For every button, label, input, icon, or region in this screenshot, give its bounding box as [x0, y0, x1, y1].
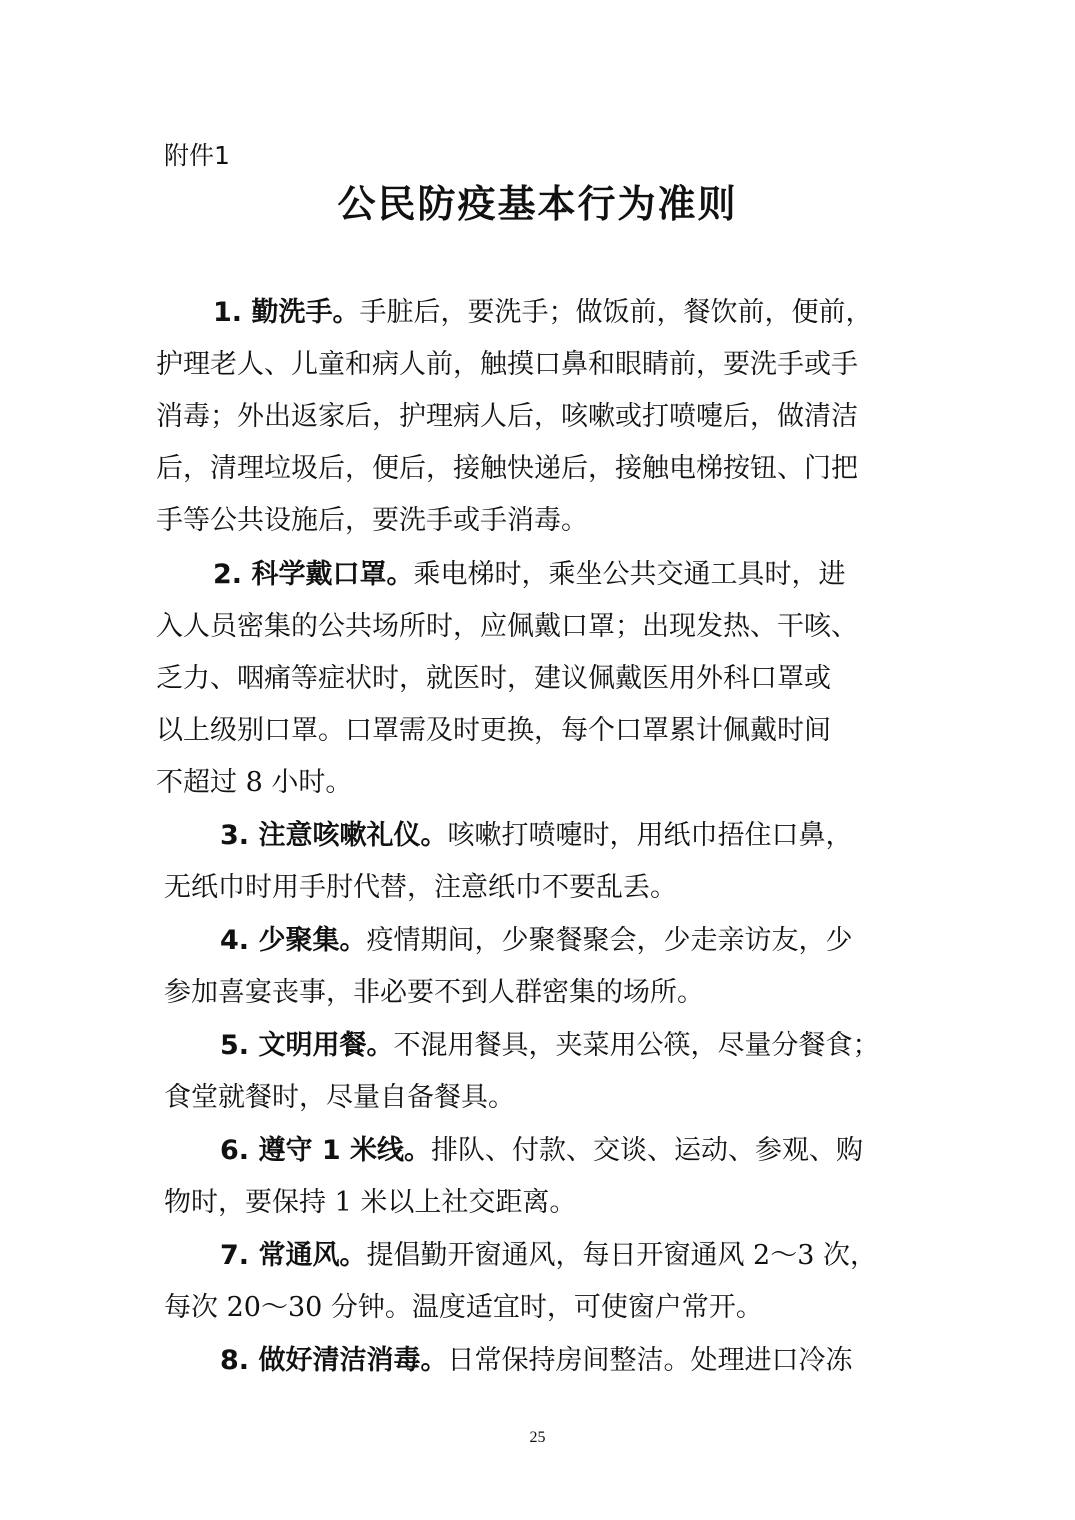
rule-text: 乘电梯时，乘坐公共交通工具时，进: [413, 559, 846, 590]
document-title: 公民防疫基本行为准则: [337, 182, 738, 226]
page-number: 25: [529, 1429, 546, 1446]
rule-heading: 4. 少聚集。: [220, 925, 367, 956]
rule-text: 排队、付款、交谈、运动、参观、购: [431, 1135, 864, 1166]
rule-text: 日常保持房间整洁。处理进口冷冻: [447, 1345, 853, 1376]
rule-heading: 8. 做好清洁消毒。: [220, 1345, 448, 1376]
paragraph-line: [220, 818, 852, 854]
paragraph-line: 后，清理垃圾后，便后，接触快递后，接触电梯按钮、门把: [156, 453, 858, 484]
rule-heading: 2. 科学戴口罩。: [213, 559, 414, 590]
paragraph-line: 乏力、咽痛等症状时，就医时，建议佩戴医用外科口罩或: [156, 663, 831, 694]
paragraph-line: 食堂就餐时，尽量自备餐具。: [164, 1082, 515, 1113]
rule-text: 咳嗽打喷嚏时，用纸巾捂住口鼻，: [447, 820, 853, 851]
paragraph-line: 每次 20～30 分钟。温度适宜时，可使窗户常开。: [164, 1292, 763, 1323]
paragraph-line: 护理老人、儿童和病人前，触摸口鼻和眼睛前，要洗手或手: [156, 349, 858, 380]
paragraph-line: [220, 923, 852, 959]
rule-heading: 1. 勤洗手。: [213, 297, 360, 328]
paragraph-line: 以上级别口罩。口罩需及时更换，每个口罩累计佩戴时间: [156, 715, 831, 746]
paragraph-line: 手等公共设施后，要洗手或手消毒。: [156, 505, 588, 536]
paragraph-line: 消毒；外出返家后，护理病人后，咳嗽或打喷嚏后，做清洁: [156, 401, 858, 432]
rule-heading: 3. 注意咳嗽礼仪。: [220, 820, 448, 851]
rule-text: 疫情期间，少聚餐聚会，少走亲访友，少: [366, 925, 853, 956]
paragraph-line: [220, 1238, 877, 1274]
rule-text: 手脏后，要洗手；做饭前，餐饮前，便前，: [359, 297, 873, 328]
rule-text: 提倡勤开窗通风，每日开窗通风 2～3 次，: [366, 1240, 877, 1271]
paragraph-line: 物时，要保持 1 米以上社交距离。: [164, 1187, 577, 1218]
paragraph-line: 入人员密集的公共场所时，应佩戴口罩；出现发热、干咳、: [156, 611, 858, 642]
paragraph-line: [213, 295, 872, 331]
paragraph-line: [220, 1133, 863, 1169]
paragraph-line: [213, 557, 845, 593]
attachment-label: 附件1: [164, 141, 230, 170]
paragraph-line: 参加喜宴丧事，非必要不到人群密集的场所。: [164, 977, 704, 1008]
paragraph-line: [220, 1343, 852, 1379]
paragraph-line: 无纸巾时用手肘代替，注意纸巾不要乱丢。: [164, 872, 677, 903]
rule-text: 不混用餐具，夹菜用公筷，尽量分餐食；: [393, 1030, 880, 1061]
paragraph-line: 不超过 8 小时。: [156, 767, 353, 798]
paragraph-line: [220, 1028, 879, 1064]
rule-heading: 6. 遵守 1 米线。: [220, 1135, 432, 1166]
rule-heading: 7. 常通风。: [220, 1240, 367, 1271]
rule-heading: 5. 文明用餐。: [220, 1030, 394, 1061]
